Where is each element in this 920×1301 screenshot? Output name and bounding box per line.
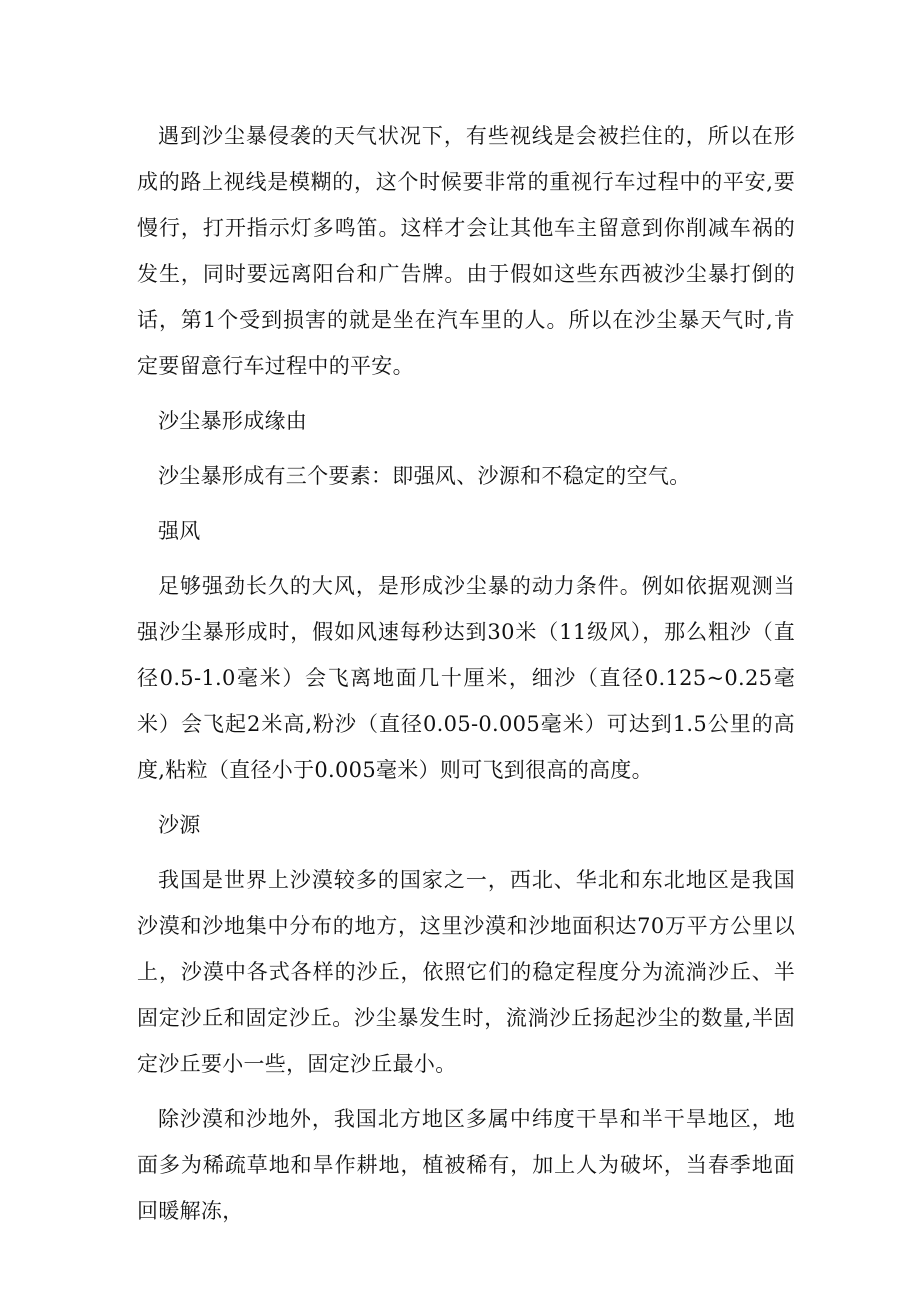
document-body [137,113,795,1243]
paragraph-strong-wind: 足够强劲长久的大风，是形成沙尘暴的动力条件。例如依据观测当强沙尘暴形成时，假如风速每秒达到30米（11级风），那么粗沙（直径0.5-1.0毫米）会飞离地面几十厘米，细沙（直径0.125~0.25毫米）会飞起2米高,粉沙（直径0.05-0.005毫米）可达到1.5公里的高度,粘粒（直径小于0.005毫米）则可飞到很高的高度。 [137,574,795,782]
heading-strong-wind: 强风 [158,519,201,543]
paragraph-deserts: 我国是世界上沙漠较多的国家之一，西北、华北和东北地区是我国沙漠和沙地集中分布的地方，这里沙漠和沙地面积达70万平方公里以上，沙漠中各式各样的沙丘，依照它们的稳定程度分为流淌沙丘、半固定沙丘和固定沙丘。沙尘暴发生时，流淌沙丘扬起沙尘的数量,半固定沙丘要小一些，固定沙丘最小。 [137,868,795,1076]
paragraph-driving-safety: 遇到沙尘暴侵袭的天气状况下，有些视线是会被拦住的，所以在形成的路上视线是模糊的，这个时候要非常的重视行车过程中的平安,要慢行，打开指示灯多鸣笛。这样才会让其他车主留意到你削减车祸的发生，同时要远离阳台和广告牌。由于假如这些东西被沙尘暴打倒的话，第1个受到损害的就是坐在汽车里的人。所以在沙尘暴天气时,肯定要留意行车过程中的平安。 [137,124,795,378]
heading-causes: 沙尘暴形成缘由 [158,409,308,433]
heading-sand-source: 沙源 [158,813,201,837]
paragraph-three-factors: 沙尘暴形成有三个要素：即强风、沙源和不稳定的空气。 [158,464,691,488]
paragraph-arid-regions: 除沙漠和沙地外，我国北方地区多属中纬度干旱和半干旱地区，地面多为稀疏草地和旱作耕地，植被稀有，加上人为破坏，当春季地面回暖解冻， [137,1107,795,1223]
